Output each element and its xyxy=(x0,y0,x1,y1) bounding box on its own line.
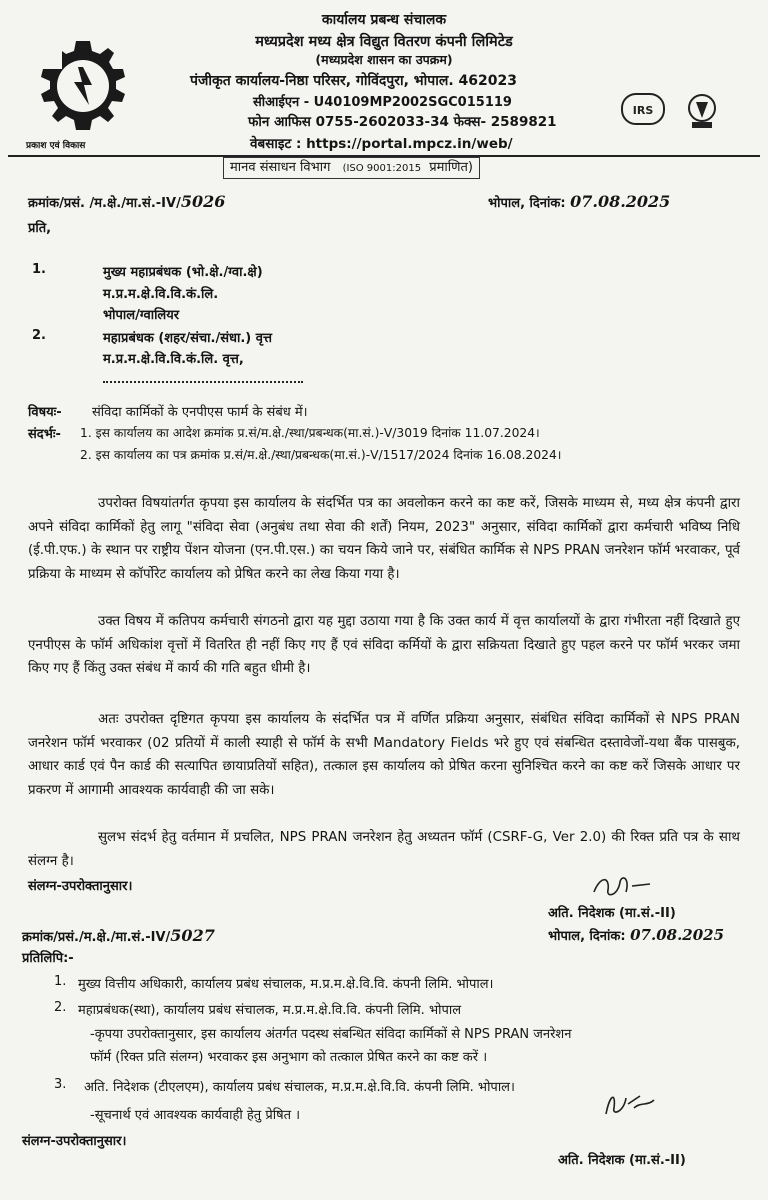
ref2-date-label: भोपाल, दिनांक: xyxy=(548,929,626,944)
signatory-2-designation: अति. निदेशक (मा.सं.-II) xyxy=(558,1153,686,1168)
address-dotted-line xyxy=(103,381,303,383)
reference-item-2: 2. इस कार्यालय का पत्र क्रमांक प्र.सं/म.क्षे./स्था/प्रबन्धक(मा.सं.)-V/1517/2024 दिनांक 16.08.2024। xyxy=(80,448,562,462)
copy-3-line-2: -सूचनार्थ एवं आवश्यक कार्यवाही हेतु प्रेषित । xyxy=(90,1108,301,1123)
ref-date xyxy=(488,192,670,211)
copy-3-line-1: अति. निदेशक (टीएलएम), कार्यालय प्रबंध संचालक, म.प्र.म.क्षे.वि.वि. कंपनी लिमि. भोपाल। xyxy=(84,1080,515,1095)
cin-number: सीआईएन - U40109MP2002SGC015119 xyxy=(253,95,512,110)
to-label: प्रति, xyxy=(28,221,52,236)
subject-text: संविदा कार्मिकों के एनपीएस फार्म के संबंध में। xyxy=(92,405,308,420)
certification-icon xyxy=(620,88,732,132)
copy-2-line-3: फॉर्म (रिक्त प्रति संलग्न) भरवाकर इस अनुभाग को तत्काल प्रेषित करने का कष्ट करें । xyxy=(90,1050,488,1065)
subject-label: विषयः- xyxy=(28,405,62,420)
cert-label: IRS xyxy=(632,104,654,117)
ref-number-value: 5026 xyxy=(180,192,226,211)
addressee-2-line-1: महाप्रबंधक (शहर/संचा./संधा.) वृत्त xyxy=(103,331,272,346)
copy-1-num: 1. xyxy=(54,974,67,989)
ref2-number xyxy=(22,926,215,945)
ref2-number-value: 5027 xyxy=(170,926,215,945)
ref-date-value: 07.08.2025 xyxy=(570,192,671,211)
body-paragraph-1: उपरोक्त विषयांतर्गत कृपया इस कार्यालय के संदर्भित पत्र का अवलोकन करने का कष्ट करें, जिसके माध्यम से, मध्य क्षेत्र कंपनी द्वारा अपने संविदा कार्मिकों हेतु लागू "संविदा सेवा (अनुबंध तथा सेवा की शर्तें) नियम, 2023" अनुसार, संविदा कार्मिकों द्वारा कर्मचारी भविष्य निधि (ई.पी.एफ.) के स्थान पर राष्ट्रीय पेंशन योजना (एन.पी.एस.) का चयन किये जाने पर, संबंधित कार्मिक से NPS PRAN जनरेशन फॉर्म भरवाकर, पूर्व प्रक्रिया के माध्यम से कॉर्पोरेट कार्यालय को प्रेषित करने का लेख किया गया है। xyxy=(28,496,740,582)
ref-date-label: भोपाल, दिनांक: xyxy=(488,196,566,211)
copy-3-num: 3. xyxy=(54,1077,67,1092)
company-name: मध्यप्रदेश मध्य क्षेत्र विद्युत वितरण कंपनी लिमिटेड xyxy=(255,34,513,50)
enclosure-2: संलग्न-उपरोक्तानुसार। xyxy=(22,1134,127,1149)
addressee-1-line-3: भोपाल/ग्वालियर xyxy=(103,308,180,323)
addressee-1-line-2: म.प्र.म.क्षे.वि.वि.कं.लि. xyxy=(103,287,219,302)
company-subtitle: (मध्यप्रदेश शासन का उपक्रम) xyxy=(315,52,453,67)
reference-item-1: 1. इस कार्यालय का आदेश क्रमांक प्र.सं/म.क्षे./स्था/प्रबन्धक(मा.सं.)-V/3019 दिनांक 11.07.2024। xyxy=(80,426,540,440)
registered-office: पंजीकृत कार्यालय-निष्ठा परिसर, गोविंदपुरा, भोपाल. 462023 xyxy=(190,73,517,89)
ref2-number-label: क्रमांक/प्रसं./म.क्षे./मा.सं.-IV/ xyxy=(22,930,171,945)
hr-department: मानव संसाधन विभाग xyxy=(230,160,331,175)
signatory-1-designation: अति. निदेशक (मा.सं.-II) xyxy=(548,906,676,921)
reference-label: संदर्भः- xyxy=(28,427,61,442)
office-title: कार्यालय प्रबन्ध संचालक xyxy=(321,12,447,28)
signature-1-icon xyxy=(590,872,670,902)
website: वेबसाइट : https://portal.mpcz.in/web/ xyxy=(250,136,513,152)
addressee-1-line-1: मुख्य महाप्रबंधक (भो.क्षे./ग्वा.क्षे) xyxy=(103,265,263,280)
copy-2-line-1: महाप्रबंधक(स्था), कार्यालय प्रबंध संचालक, म.प्र.म.क्षे.वि.वि. कंपनी लिमि. भोपाल xyxy=(78,1003,462,1018)
signature-2-icon xyxy=(600,1086,660,1120)
body-paragraph-3: अतः उपरोक्त दृष्टिगत कृपया इस कार्यालय के संदर्भित पत्र में वर्णित प्रक्रिया अनुसार, संबंधित संविदा कार्मिकों से NPS PRAN जनरेशन फॉर्म भरवाकर (02 प्रतियों में काली स्याही से फॉर्म के सभी Mandatory Fields भरे हुए एवं संबन्धित दस्तावेजों-यथा बैंक पासबुक, आधार कार्ड एवं पैन कार्ड की सत्यापित छायाप्रतियों सहित), तत्काल इस कार्यालय को प्रेषित करना सुनिश्चित करने का कष्ट करें जिसके आधार पर प्रकरण में आगामी आवश्यक कार्यवाही की जा सके। xyxy=(28,712,740,798)
iso-suffix: प्रमाणित) xyxy=(429,160,474,175)
copy-2-num: 2. xyxy=(54,1000,67,1015)
iso-label: (ISO 9001:2015 xyxy=(342,163,422,174)
addressee-2-num: 2. xyxy=(32,328,46,343)
ref2-date xyxy=(548,926,724,944)
body-paragraph-4: सुलभ संदर्भ हेतु वर्तमान में प्रचलित, NPS PRAN जनरेशन हेतु अध्यतन फॉर्म (CSRF-G, Ver 2.0) की रिक्त प्रति पत्र के साथ संलग्न है। xyxy=(28,830,740,869)
copy-1-line-1: मुख्य वित्तीय अधिकारी, कार्यालय प्रबंध संचालक, म.प्र.म.क्षे.वि.वि. कंपनी लिमि. भोपाल। xyxy=(78,977,494,992)
logo-caption: प्रकाश एवं विकास xyxy=(26,141,86,151)
copy-to-label: प्रतिलिपि:- xyxy=(22,951,74,966)
copy-2-line-2: -कृपया उपरोक्तानुसार, इस कार्यालय अंतर्गत पदस्थ संबन्धित संविदा कार्मिकों से NPS PRAN जनरेशन xyxy=(90,1027,572,1042)
addressee-2-line-2: म.प्र.म.क्षे.वि.वि.कं.लि. वृत्त, xyxy=(103,352,244,367)
enclosure-1: संलग्न-उपरोक्तानुसार। xyxy=(28,879,133,894)
ref-number-label: क्रमांक/प्रसं. /म.क्षे./मा.सं.-IV/ xyxy=(28,196,181,211)
addressee-1-num: 1. xyxy=(32,262,46,277)
ref-number xyxy=(28,192,225,211)
ref2-date-value: 07.08.2025 xyxy=(630,926,725,944)
body-paragraph-2: उक्त विषय में कतिपय कर्मचारी संगठनो द्वारा यह मुद्दा उठाया गया है कि उक्त कार्य में वृत्त कार्यालयों के द्वारा गंभीरता नहीं दिखाते हुए एनपीएस के फॉर्म अधिकांश वृत्तों में वितरित ही नहीं किए गए हैं एवं संविदा कर्मियों के द्वारा सक्रियता दिखाते हुए पहल करने पर फॉर्म भरकर जमा किए गए हैं किंतु उक्त संबंध में कार्य की गति बहुत धीमी है। xyxy=(28,614,740,677)
hr-department-box xyxy=(223,157,480,179)
phone-fax: फोन आफिस 0755-2602033-34 फेक्स- 2589821 xyxy=(248,114,557,130)
